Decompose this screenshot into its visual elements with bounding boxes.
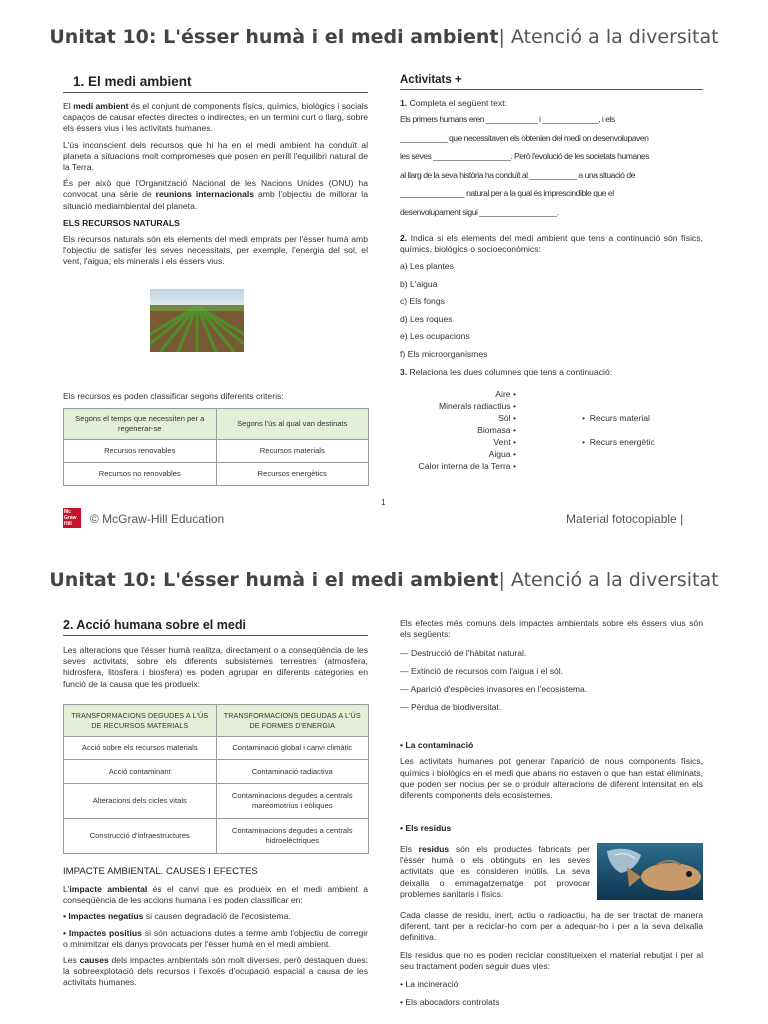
table-header: TRANSFORMACIONS DEGUDAS A L'ÚS DE FORMES D'ENERGIA [216,705,369,737]
paragraph: Els residus són els productes fabricats per l'ésser humà o els obtinguts en les seves activitats que es consideren inútils. La seva deixalla o emmagatzematge pot provocar problemes sanitaris i físics. [400,844,590,899]
transformations-table [63,704,369,854]
relation-item[interactable]: Aigua • [488,449,516,459]
paragraph: L'impacte ambiental és el canvi que es produeix en el medi ambient a conseqüència de les accions humana i es poden classificar en: [63,884,368,906]
crop-field-image [150,289,244,352]
table-row: Acció contaminant Contaminació radiactiva [64,760,369,784]
fill-line: les seves __________________. Però l'evolució de les societats humanes [400,151,649,161]
relation-left-column [400,389,516,473]
header-title: Unitat 10: L'ésser humà i el medi ambient [49,569,499,591]
paragraph: Els efectes més comuns dels impactes ambientals sobre els éssers vius són els següents: [400,618,703,640]
ways-list [400,979,703,1015]
fill-line: al llarg de la seva història ha conduït al ___________ a una situació de [400,169,635,180]
relation-item[interactable]: Sòl • [498,413,516,423]
effects-section [400,618,703,833]
crop-field-illustration [150,289,244,352]
activities-section [400,74,703,377]
header-subtitle: Atenció a la diversitat [504,26,719,48]
activities-title: Activitats + [400,74,703,90]
effects-list [400,648,703,720]
list-item: — Destrucció de l'hàbitat natural. [400,648,527,659]
section-accio-humana [63,618,368,690]
impact-section [63,866,368,989]
paragraph: Les alteracions que l'ésser humà realitza, directament o a conseqüència de les seves activitats, sobre els diferents subsistemes terrestres (atmosfera, hidrosfera, litosfera i biosfera) es poden agrupar en diferents categories en funció de la causa que les produeix: [63,645,368,689]
page1-header [0,26,768,48]
paragraph: Les activitats humanes pot generar l'aparició de nous components físics, químics i biològics en el medi que abans no estaven o que han estat eliminats, que poden ser nocius per se o produir alteracions de diferent intensitat en els diferents components dels ecosistemes. [400,756,703,801]
subheading: IMPACTE AMBIENTAL. CAUSES I EFECTES [63,866,258,877]
list-item: — Aparició d'espècies invasores en l'ecosistema. [400,684,588,695]
relation-item[interactable]: Biomasa • [477,425,516,435]
header-separator: | [498,26,505,48]
header-subtitle: Atenció a la diversitat [504,569,719,591]
paragraph: Els recursos es poden classificar segons diferents criteris: [63,391,284,401]
relation-item[interactable]: Calor interna de la Terra • [418,461,516,471]
list-item: a) Les plantes [400,261,454,272]
relation-item[interactable]: Aire • [495,389,516,399]
table-row: Construcció d'infraestructures Contaminacions degudes a centrals hidroelèctriques [64,819,369,854]
paragraph: Cada classe de residu, inert, actiu o radioactiu, ha de ser tractat de manera diferent, tant per a reciclar-ho com per a adequar-ho i per a la seva deixalla definitiva. [400,910,703,943]
list-item: • Els abocadors controlats [400,997,500,1008]
list-item: • La incineració [400,979,459,990]
footer-photocopiable: Material fotocopiable | [566,512,684,526]
subheading: ELS RECURSOS NATURALS [63,217,180,228]
table-row: Acció sobre els recursos materials Contaminació global i canvi climàtic [64,737,369,760]
fill-in-text [400,114,703,225]
page2-header [0,569,768,591]
table-row: Recursos renovables Recursos materials [64,440,369,463]
paragraph: L'ús inconscient dels recursos que hi ha en el medi ambient ha conduït al planeta a situacions molt compromeses que posen en perill l'equilibri natural de la Terra. [63,139,368,173]
mcgraw-hill-logo: Mc Graw Hill [63,508,81,528]
list-item: — Pèrdua de biodiversitat. [400,702,502,713]
paragraph: Els recursos naturals són els elements del medi emprats per l'ésser humà amb l'objectiu de satisfer les seves necessitats, per exemple, l'energia del sol, el vent, l'aigua, els minerals i els éssers vius. [63,233,368,267]
waste-section [400,910,703,1015]
header-title: Unitat 10: L'ésser humà i el medi ambient [49,26,499,48]
bullet-item: • Impactes positius si són actuacions dutes a terme amb l'objectiu de corregir o minimitzar els danys provocats per l'ésser humà en el medi ambient. [63,927,368,949]
bullet-item: • Impactes negatius si causen degradació de l'ecosistema. [63,911,291,922]
table-header: Segons l'ús al qual van destinats [216,409,369,440]
fill-line: Els primers humans eren ____________ i _____________, i els [400,114,615,124]
question-1: 1. Completa el següent text: [400,98,508,108]
list-item: f) Els microorganismes [400,348,488,359]
relation-item[interactable]: Vent • [493,437,516,447]
section-title: 1. El medi ambient [63,74,368,93]
header-separator: | [498,569,505,591]
relation-right-column [582,413,655,449]
table-header: TRANSFORMACIONS DEGUDES A L'ÚS DE RECURSOS MATERIALS [64,705,217,737]
paragraph: És per això que l'Organització Nacional de les Nacions Unides (ONU) ha convocat una sèrie de reunions internacionals amb l'objectiu de millorar la situació mediambiental del planeta. [63,178,368,211]
question-3: 3. Relaciona les dues columnes que tens a continuació: [400,367,613,378]
relation-target[interactable]: • Recurs material [582,413,650,423]
list-item: e) Les ocupacions [400,331,470,342]
ocean-plastic-image [597,843,703,900]
fill-line: ___________ que necessitaven els obtenien del medi on desenvolupaven [400,132,649,143]
footer-copyright: © McGraw-Hill Education [90,512,225,526]
subheading: • Els residus [400,823,452,834]
section-medi-ambient [63,74,368,267]
subheading: • La contaminació [400,740,474,751]
table-row: Recursos no renovables Recursos energètics [64,463,369,486]
paragraph: Les causes dels impactes ambientals són molt diverses, però destaquen dues: la sobreexplotació dels recursos i l'excés d'ocupació espacial a causa de les activitats humanes. [63,955,368,988]
list-item: d) Les roques [400,313,453,324]
list-item: — Extinció de recursos com l'aigua i el sòl. [400,666,564,677]
relation-target[interactable]: • Recurs energètic [582,437,655,447]
question-2-items [400,261,703,366]
question-2: 2. Indica si els elements del medi ambient que tens a continuació són físics, químics, biològics o socioeconòmics: [400,233,703,255]
fill-line: _______________ natural per a la qual és imprescindible que el [400,188,614,198]
paragraph: Els residus que no es poden reciclar constitueixen el material rebutjat i per al seu tractament poden seguir dues vies: [400,949,703,971]
fill-line: desenvolupament sigui __________________. [400,206,559,217]
paragraph: El medi ambient és el conjunt de components físics, químics, biològics i socials capaços de causar efectes directes o indirectes, en un termini curt o llarg, sobre els éssers vius i les activitats humanes. [63,101,368,134]
table-row: Alteracions dels cicles vitals Contaminacions degudes a centrals mareomotrius i eòliques [64,784,369,819]
relation-item[interactable]: Minerals radiactius • [438,401,516,411]
list-item: b) L'aigua [400,278,438,289]
section-title: 2. Acció humana sobre el medi [63,618,368,636]
table-header: Segons el temps que necessiten per a regenerar-se [64,409,217,440]
page-number: 1 [381,498,386,507]
fish-plastic-illustration [597,843,703,900]
resources-table [63,408,369,486]
list-item: c) Els fongs [400,296,445,307]
